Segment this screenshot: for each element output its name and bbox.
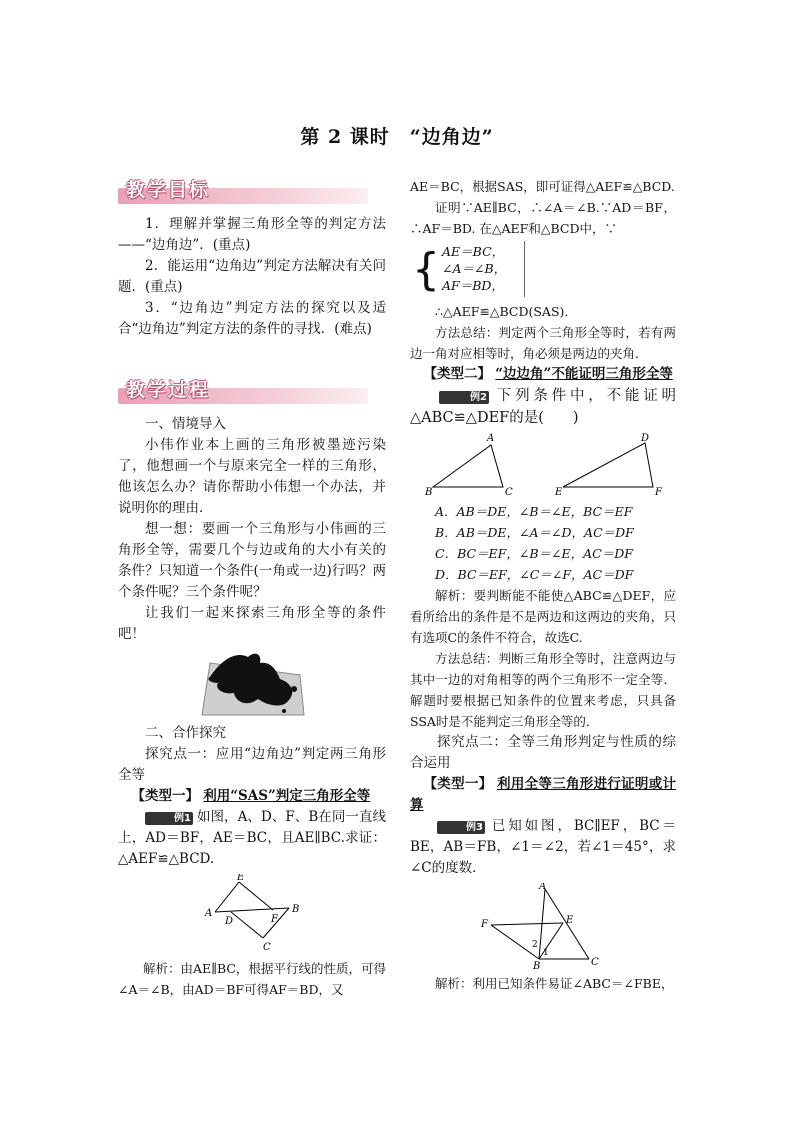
page-title: 第 2 课时 “边角边”	[300, 126, 494, 148]
goal-1: 1．理解并掌握三角形全等的判定方法——“边角边”．(重点)	[118, 216, 386, 253]
proof-brace-conditions	[412, 241, 676, 299]
example-3-badge: 例3	[437, 821, 485, 834]
goal-3: 3．“边角边”判定方法的探究以及适合“边角边”判定方法的条件的寻找．(难点)	[118, 300, 386, 337]
fig3-label-C: C	[591, 957, 599, 968]
option-b: B．AB＝DE，∠A＝∠D，AC＝DF	[435, 525, 634, 540]
example-2-text: 下列条件中，不能证明△ABC≌△DEF的是( )	[410, 388, 676, 426]
example-1-text: 如图，A、D、F、B在同一直线上，AD＝BF，AE＝BC，且AE∥BC.求证：△AEF≌△BCD.	[118, 809, 386, 867]
process-banner	[118, 380, 386, 408]
brace-line-2: ∠A＝∠B，	[442, 261, 507, 276]
fig1-label-D: D	[225, 916, 234, 927]
type3-heading	[410, 774, 676, 816]
intro-paragraph-1: 小伟作业本上画的三角形被墨迹污染了，他想画一个与原来完全一样的三角形，他该怎么办？请你帮助小伟想一个办法，并说明你的理由．	[118, 437, 386, 516]
example-2	[410, 385, 676, 429]
type3-title: 利用全等三角形进行证明或计算	[410, 776, 677, 813]
fig1-label-E: E	[237, 874, 245, 883]
example-3-text: 已知如图，BC∥EF，BC＝BE，AB＝FB，∠1＝∠2，若∠1＝45°，求∠C的度数．	[410, 818, 676, 876]
fig2-label-D: D	[641, 433, 650, 444]
example-3	[410, 816, 676, 879]
brace-line-3: AF＝BD，	[442, 278, 504, 293]
example-1-badge: 例1	[145, 812, 193, 825]
goals-banner-label: 教学目标	[126, 179, 211, 201]
process-banner-label: 教学过程	[126, 379, 211, 401]
type2-tag: 【类型二】	[423, 366, 491, 382]
fig3-label-B: B	[533, 961, 541, 969]
analysis-2: 解析：要判断能不能使△ABC≌△DEF，应看所给出的条件是不是两边和这两边的夹角，只有选项C的条件不符合，故选C.	[410, 588, 676, 645]
left-column	[118, 176, 386, 1000]
type2-title: “边边角”不能证明三角形全等	[495, 366, 673, 382]
type3-tag: 【类型一】	[423, 776, 493, 792]
analysis-1-continued: AE＝BC，根据SAS，即可证得△AEF≌△BCD.	[410, 179, 675, 194]
fig3-label-E: E	[566, 915, 574, 926]
brace-line-1: AE＝BC，	[442, 244, 505, 259]
figure-3-triangles	[473, 883, 613, 969]
type1-heading	[118, 786, 386, 807]
brace-symbol: {	[412, 244, 440, 295]
fig2-label-C: C	[505, 487, 513, 497]
fig1-label-C: C	[263, 942, 271, 953]
fig3-label-1: 1	[543, 948, 549, 958]
figure-2-triangles	[423, 433, 663, 497]
type1-title: 利用“SAS”判定三角形全等	[203, 788, 371, 804]
explore-point-1: 探究点一：应用“边角边”判定两三角形全等	[118, 746, 386, 783]
option-d: D．BC＝EF，∠C＝∠F，AC＝DF	[435, 567, 634, 582]
fig2-label-B: B	[425, 487, 433, 497]
fig1-label-F: F	[271, 914, 278, 925]
analysis-1: 解析：由AE∥BC，根据平行线的性质，可得∠A＝∠B，由AD＝BF可得AF＝BD，又	[118, 961, 386, 997]
section-heading-1: 一、情境导入	[145, 416, 226, 432]
intro-paragraph-2: 想一想：要画一个三角形与小伟画的三角形全等，需要几个与边或角的大小有关的条件？只知道一个条件(一角或一边)行吗？两个条件呢？三个条件呢？	[118, 521, 386, 600]
type2-heading	[410, 364, 676, 385]
option-a: A．AB＝DE，∠B＝∠E，BC＝EF	[435, 504, 633, 519]
explore-point-2: 探究点二：全等三角形判定与性质的综合运用	[410, 734, 676, 771]
fig2-label-A: A	[487, 433, 495, 444]
fig3-label-A: A	[539, 883, 547, 892]
fig1-label-A: A	[205, 908, 213, 919]
proof-intro: 证明∵AE∥BC，∴∠A＝∠B.∵AD＝BF，∴AF＝BD. 在△AEF和△BCD中，∵	[410, 200, 676, 236]
fig1-label-B: B	[292, 904, 300, 915]
analysis-3: 解析：利用已知条件易证∠ABC＝∠FBE，	[435, 976, 674, 991]
method-summary-2: 方法总结：判断三角形全等时，注意两边与其中一边的对角相等的两个三角形不一定全等．解题时要根据已知条件的位置来考虑，只具备SSA时是不能判定三角形全等的．	[410, 651, 676, 729]
goal-2: 2．能运用“边角边”判定方法解决有关问题．(重点)	[118, 258, 386, 295]
option-c: C．BC＝EF，∠B＝∠E，AC＝DF	[435, 546, 633, 561]
fig2-label-E: E	[555, 487, 563, 497]
example-1	[118, 807, 386, 870]
ink-blot-figure	[196, 649, 308, 719]
fig3-label-2: 2	[532, 940, 538, 950]
figure-1-triangles	[197, 874, 307, 954]
proof-conclusion: ∴△AEF≌△BCD(SAS)．	[435, 304, 577, 319]
section-heading-2: 二、合作探究	[145, 725, 226, 741]
fig3-label-F: F	[481, 919, 488, 930]
type1-tag: 【类型一】	[131, 788, 199, 804]
right-column	[410, 176, 676, 994]
fig2-label-F: F	[655, 487, 662, 497]
intro-paragraph-3: 让我们一起来探索三角形全等的条件吧！	[118, 605, 386, 642]
goals-banner	[118, 180, 386, 208]
method-summary-1: 方法总结：判定两个三角形全等时，若有两边一角对应相等时，角必须是两边的夹角．	[410, 325, 676, 361]
example-2-badge: 例2	[439, 391, 489, 404]
